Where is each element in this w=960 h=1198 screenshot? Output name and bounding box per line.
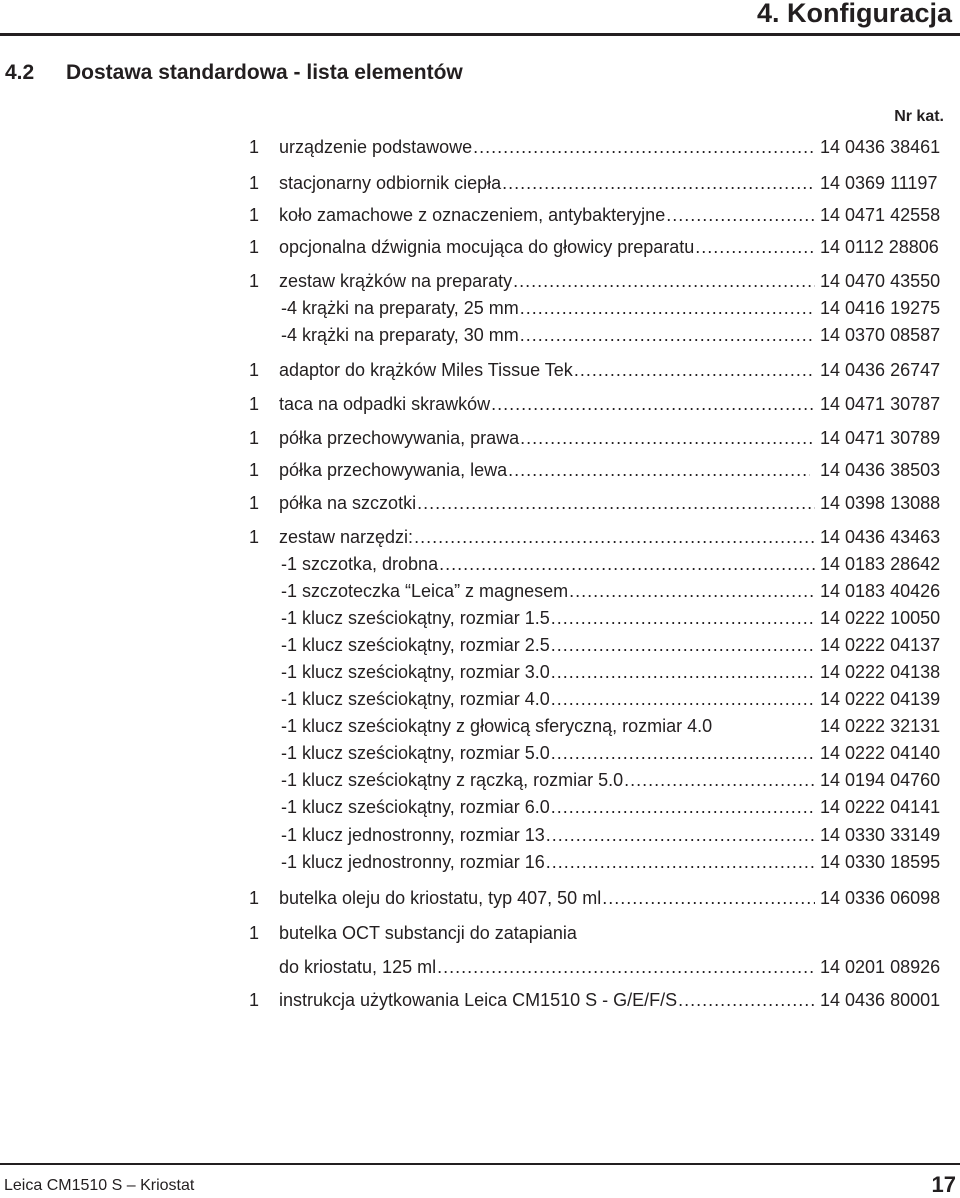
item-description: półka przechowywania, prawa	[279, 425, 520, 451]
item-quantity: 1	[249, 271, 260, 291]
item-catalog-number: 14 0183 28642	[820, 554, 941, 574]
dot-leader	[551, 659, 815, 685]
item-catalog-number: 14 0222 04140	[820, 743, 941, 763]
item-leader	[279, 885, 815, 911]
item-quantity: 1	[249, 394, 260, 414]
item-leader	[281, 822, 815, 848]
item-leader	[279, 490, 815, 516]
dot-leader	[439, 551, 815, 577]
item-catalog-number: 14 0436 38461	[820, 137, 941, 157]
item-leader	[281, 740, 815, 766]
item-description: -1 szczotka, drobna	[281, 551, 439, 577]
section-number: 4.2	[5, 61, 35, 84]
dot-leader	[473, 134, 815, 160]
item-leader	[279, 134, 815, 160]
dot-leader	[551, 632, 815, 658]
item-description: taca na odpadki skrawków	[279, 391, 491, 417]
dot-leader	[551, 794, 815, 820]
item-description: -1 klucz jednostronny, rozmiar 16	[281, 849, 546, 875]
item-catalog-number: 14 0370 08587	[820, 325, 941, 345]
dot-leader	[624, 767, 815, 793]
item-catalog-number: 14 0183 40426	[820, 581, 941, 601]
dot-leader	[508, 457, 810, 483]
item-leader	[281, 767, 815, 793]
item-catalog-number: 14 0398 13088	[820, 493, 941, 513]
item-description: -1 klucz sześciokątny z głowicą sferyczną, rozmiar 4.0	[281, 713, 713, 739]
item-leader	[281, 849, 815, 875]
item-description: -1 klucz sześciokątny, rozmiar 3.0	[281, 659, 551, 685]
item-description: urządzenie podstawowe	[279, 134, 473, 160]
item-description: -1 klucz sześciokątny z rączką, rozmiar 5.0	[281, 767, 624, 793]
item-leader	[281, 605, 815, 631]
item-catalog-number: 14 0222 04139	[820, 689, 941, 709]
footer-rule	[0, 1163, 960, 1165]
item-quantity: 1	[249, 493, 260, 513]
item-description: -1 klucz jednostronny, rozmiar 13	[281, 822, 546, 848]
item-leader	[281, 632, 815, 658]
item-description: -1 szczoteczka “Leica” z magnesem	[281, 578, 569, 604]
item-catalog-number: 14 0222 04138	[820, 662, 941, 682]
item-catalog-number: 14 0222 32131	[820, 716, 941, 736]
item-description: -1 klucz sześciokątny, rozmiar 1.5	[281, 605, 551, 631]
item-catalog-number: 14 0201 08926	[820, 957, 941, 977]
item-catalog-number: 14 0194 04760	[820, 770, 941, 790]
item-quantity: 1	[249, 173, 260, 193]
dot-leader	[520, 425, 815, 451]
item-quantity: 1	[249, 527, 260, 547]
item-quantity: 1	[249, 137, 260, 157]
section-title: Dostawa standardowa - lista elementów	[66, 61, 463, 84]
dot-leader	[546, 822, 815, 848]
item-description: koło zamachowe z oznaczeniem, antybakteryjne	[279, 202, 666, 228]
item-catalog-number: 14 0471 30789	[820, 428, 941, 448]
item-description: do kriostatu, 125 ml	[279, 954, 437, 980]
item-description: zestaw krążków na preparaty	[279, 268, 513, 294]
item-description: -1 klucz sześciokątny, rozmiar 4.0	[281, 686, 551, 712]
item-catalog-number: 14 0436 38503	[820, 460, 941, 480]
dot-leader	[520, 322, 815, 348]
item-quantity: 1	[249, 888, 260, 908]
item-description: butelka OCT substancji do zatapiania	[279, 920, 578, 946]
dot-leader	[602, 885, 815, 911]
item-leader	[281, 551, 815, 577]
item-leader	[279, 457, 810, 483]
item-description: instrukcja użytkowania Leica CM1510 S - G/E/F/S	[279, 987, 678, 1013]
dot-leader	[546, 849, 815, 875]
item-catalog-number: 14 0330 18595	[820, 852, 941, 872]
item-description: -1 klucz sześciokątny, rozmiar 5.0	[281, 740, 551, 766]
item-leader	[281, 578, 815, 604]
item-catalog-number: 14 0369 11197	[820, 173, 938, 193]
item-description: półka przechowywania, lewa	[279, 457, 508, 483]
item-catalog-number: 14 0416 19275	[820, 298, 941, 318]
dot-leader	[502, 170, 815, 196]
dot-leader	[551, 740, 815, 766]
dot-leader	[513, 268, 815, 294]
item-leader	[281, 686, 815, 712]
item-leader	[279, 425, 815, 451]
item-catalog-number: 14 0330 33149	[820, 825, 941, 845]
item-leader	[279, 391, 815, 417]
item-quantity: 1	[249, 990, 260, 1010]
item-leader	[279, 357, 815, 383]
dot-leader	[417, 490, 815, 516]
page-number: 17	[931, 1172, 956, 1197]
item-quantity: 1	[249, 237, 260, 257]
item-description: -1 klucz sześciokątny, rozmiar 6.0	[281, 794, 551, 820]
dot-leader	[569, 578, 815, 604]
item-catalog-number: 14 0222 04137	[820, 635, 941, 655]
footer-product-name: Leica CM1510 S – Kriostat	[4, 1177, 195, 1194]
item-catalog-number: 14 0471 42558	[820, 205, 941, 225]
item-quantity: 1	[249, 205, 260, 225]
item-leader	[281, 322, 815, 348]
item-description: -4 krążki na preparaty, 25 mm	[281, 295, 520, 321]
item-catalog-number: 14 0470 43550	[820, 271, 941, 291]
item-catalog-number: 14 0436 43463	[820, 527, 941, 547]
dot-leader	[678, 987, 815, 1013]
item-leader	[279, 268, 815, 294]
item-description: zestaw narzędzi:	[279, 524, 414, 550]
dot-leader	[666, 202, 815, 228]
item-leader	[279, 954, 815, 980]
dot-leader	[551, 686, 815, 712]
item-description: półka na szczotki	[279, 490, 417, 516]
item-catalog-number: 14 0222 10050	[820, 608, 941, 628]
item-catalog-number: 14 0471 30787	[820, 394, 941, 414]
item-catalog-number: 14 0112 28806	[820, 237, 939, 257]
item-description: butelka oleju do kriostatu, typ 407, 50 ml	[279, 885, 602, 911]
item-description: adaptor do krążków Miles Tissue Tek	[279, 357, 574, 383]
item-catalog-number: 14 0222 04141	[820, 797, 941, 817]
item-catalog-number: 14 0436 80001	[820, 990, 941, 1010]
dot-leader	[574, 357, 815, 383]
item-leader	[279, 987, 815, 1013]
item-description: stacjonarny odbiornik ciepła	[279, 170, 502, 196]
item-leader	[279, 202, 815, 228]
item-description: -1 klucz sześciokątny, rozmiar 2.5	[281, 632, 551, 658]
item-description: -4 krążki na preparaty, 30 mm	[281, 322, 520, 348]
catalog-number-header: Nr kat.	[894, 108, 944, 125]
item-description: opcjonalna dźwignia mocująca do głowicy preparatu	[279, 234, 695, 260]
dot-leader	[491, 391, 815, 417]
item-leader	[281, 295, 815, 321]
item-leader	[281, 794, 815, 820]
dot-leader	[551, 605, 815, 631]
item-quantity: 1	[249, 460, 260, 480]
dot-leader	[414, 524, 815, 550]
dot-leader	[520, 295, 815, 321]
item-quantity: 1	[249, 923, 260, 943]
dot-leader	[437, 954, 815, 980]
item-leader	[279, 920, 929, 946]
item-leader	[279, 170, 815, 196]
dot-leader	[695, 234, 815, 260]
item-catalog-number: 14 0336 06098	[820, 888, 941, 908]
item-catalog-number: 14 0436 26747	[820, 360, 941, 380]
item-quantity: 1	[249, 428, 260, 448]
item-leader	[279, 524, 815, 550]
chapter-title: 4. Konfiguracja	[756, 0, 952, 28]
item-leader	[279, 234, 815, 260]
item-quantity: 1	[249, 360, 260, 380]
item-leader	[281, 659, 815, 685]
